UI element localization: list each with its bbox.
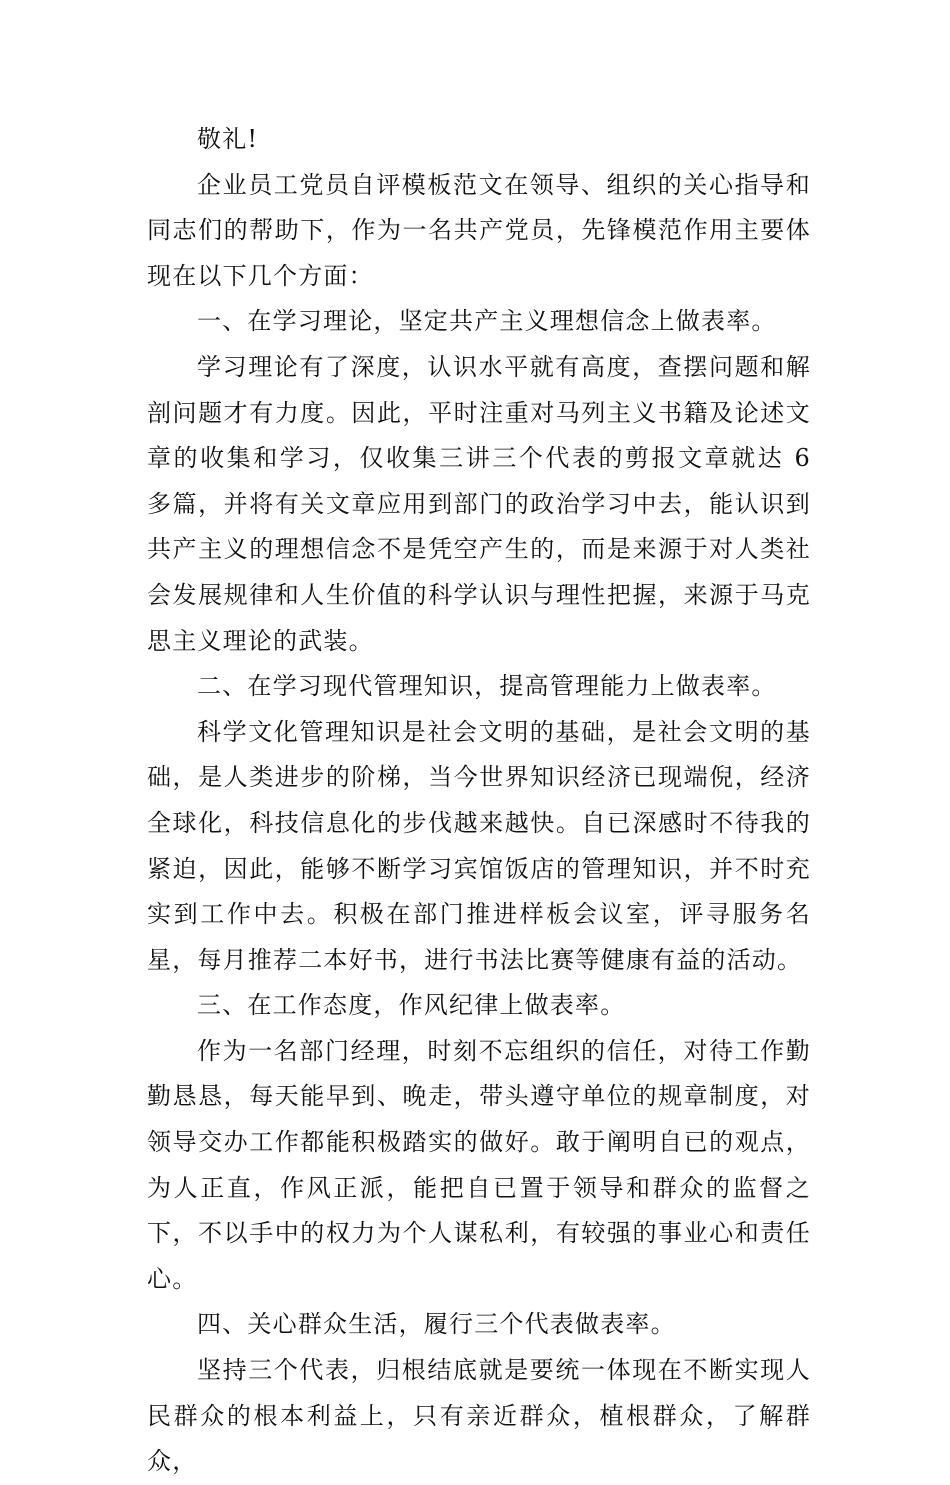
section-body-3: 作为一名部门经理，时刻不忘组织的信任，对待工作勤勤恳恳，每天能早到、晚走，带头遵守单位的规章制度，对领导交办工作都能积极踏实的做好。敢于阐明自已的观点，为人正直，作风正派，能把自已置于领导和群众的监督之下，不以手中的权力为个人谋私利，有较强的事业心和责任心。: [147, 1036, 811, 1293]
section-body-1: 学习理论有了深度，认识水平就有高度，查摆问题和解剖问题才有力度。因此，平时注重对马列主义书籍及论述文章的收集和学习，仅收集三讲三个代表的剪报文章就达 6 多篇，并将有关文章应用到部门的政治学习中去，能认识到共产主义的理想信念不是凭空产生的，而是来源于对人类社会发展规律和人生价值的科学认识与理性把握，来源于马克思主义理论的武装。: [147, 352, 811, 655]
section-heading-1: 一、在学习理论，坚定共产主义理想信念上做表率。: [197, 307, 777, 336]
document-body: [147, 117, 811, 1485]
section-heading-4: 四、关心群众生活，履行三个代表做表率。: [197, 1310, 676, 1339]
section-heading-2: 二、在学习现代管理知识，提高管理能力上做表率。: [197, 672, 777, 701]
section-body-2: 科学文化管理知识是社会文明的基础，是社会文明的基础，是人类进步的阶梯，当今世界知识经济已现端倪，经济全球化，科技信息化的步伐越来越快。自已深感时不待我的紧迫，因此，能够不断学习宾馆饭店的管理知识，并不时充实到工作中去。积极在部门推进样板会议室，评寻服务名星，每月推荐二本好书，进行书法比赛等健康有益的活动。: [147, 717, 811, 974]
intro-paragraph: 企业员工党员自评模板范文在领导、组织的关心指导和同志们的帮助下，作为一名共产党员，先锋模范作用主要体现在以下几个方面：: [147, 170, 811, 290]
section-heading-3: 三、在工作态度，作风纪律上做表率。: [197, 991, 626, 1020]
section-body-4: 坚持三个代表，归根结底就是要统一体现在不断实现人民群众的根本利益上，只有亲近群众，植根群众，了解群众，: [147, 1356, 811, 1476]
closing-salutation: 敬礼!: [197, 125, 259, 153]
